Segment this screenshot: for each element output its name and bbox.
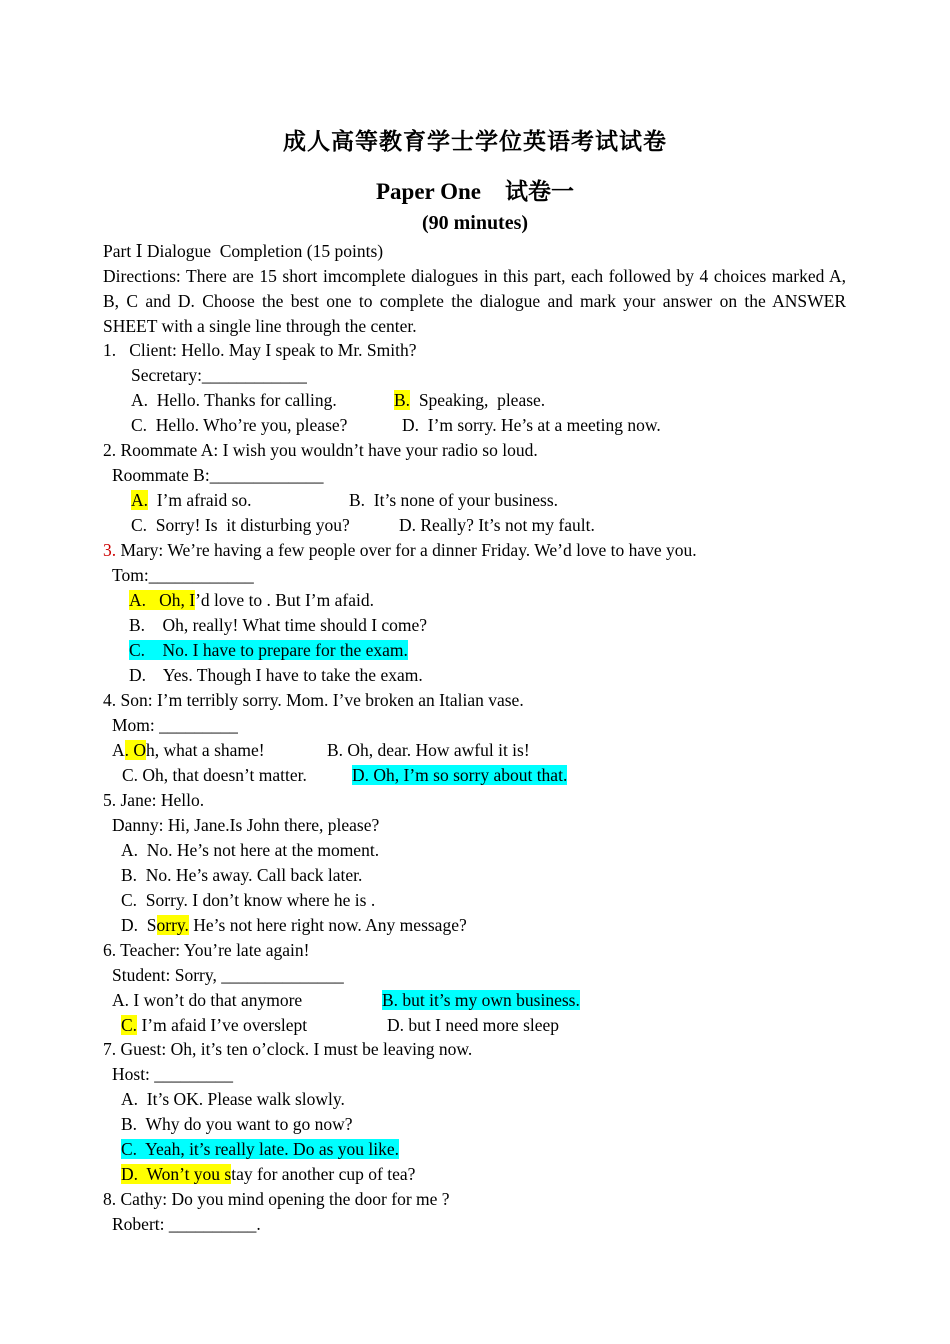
- q5-option-c: C. Sorry. I don’t know where he is .: [121, 890, 376, 910]
- q6-option-d: D. but I need more sleep: [387, 1015, 560, 1035]
- q6-option-a: A. I won’t do that anymore: [112, 990, 303, 1010]
- q2-option-a: [131, 488, 252, 512]
- q2-option-d: D. Really? It’s not my fault.: [399, 515, 595, 535]
- q7-option-b: B. Why do you want to go now?: [121, 1114, 353, 1134]
- q3-option-c-highlight: C. No. I have to prepare for the exam.: [129, 640, 408, 660]
- q2-option-a-letter: A.: [131, 490, 149, 510]
- q5-option-b: B. No. He’s away. Call back later.: [121, 865, 363, 885]
- q3-option-c: [129, 638, 408, 662]
- q1-prompt: 1. Client: Hello. May I speak to Mr. Smith?: [103, 340, 417, 360]
- q7-option-d-text: tay for another cup of tea?: [231, 1164, 416, 1184]
- q4-option-c: C. Oh, that doesn’t matter.: [122, 765, 307, 785]
- q3-prompt-text: Mary: We’re having a few people over for a dinner Friday. We’d love to have you.: [116, 540, 697, 560]
- part-heading: Part Ⅰ Dialogue Completion (15 points): [103, 241, 384, 261]
- q2-option-b: B. It’s none of your business.: [349, 490, 559, 510]
- q3-prompt: [103, 538, 697, 562]
- q8-prompt: 8. Cathy: Do you mind opening the door for me ?: [103, 1189, 450, 1209]
- q6-response: Student: Sorry, ______________: [112, 965, 344, 985]
- q7-response: Host: _________: [112, 1064, 234, 1084]
- q5-option-a: A. No. He’s not here at the moment.: [121, 840, 380, 860]
- q1-response: Secretary:____________: [131, 365, 307, 385]
- q4-option-d-highlight: D. Oh, I’m so sorry about that.: [352, 765, 568, 785]
- q7-prompt: 7. Guest: Oh, it’s ten o’clock. I must be leaving now.: [103, 1039, 473, 1059]
- q5-option-d-highlight: orry.: [156, 915, 189, 935]
- q3-option-a-highlight: A. Oh, I: [129, 590, 196, 610]
- q1-option-c: C. Hello. Who’re you, please?: [131, 415, 348, 435]
- q2-prompt: 2. Roommate A: I wish you wouldn’t have your radio so loud.: [103, 440, 538, 460]
- q6-prompt: 6. Teacher: You’re late again!: [103, 940, 310, 960]
- q4-option-a-dot: .: [124, 740, 134, 760]
- q8-response: Robert: __________.: [112, 1214, 261, 1234]
- q1-option-b: [394, 388, 545, 412]
- q4-option-d: [352, 763, 567, 787]
- q1-option-a: A. Hello. Thanks for calling.: [131, 390, 337, 410]
- q4-prompt: 4. Son: I’m terribly sorry. Mom. I’ve broken an Italian vase.: [103, 690, 524, 710]
- q1-option-b-letter: B.: [394, 390, 411, 410]
- q6-option-c: [121, 1013, 307, 1037]
- q6-option-c-letter: C.: [121, 1015, 138, 1035]
- q3-option-a-text: ’d love to . But I’m afaid.: [195, 590, 374, 610]
- q2-option-c: C. Sorry! Is it disturbing you?: [131, 515, 350, 535]
- q5-option-d: [121, 913, 467, 937]
- q3-response: Tom:____________: [112, 565, 254, 585]
- q4-option-a-letter: A: [112, 740, 125, 760]
- paper-title: [0, 173, 950, 206]
- q7-option-c-highlight: C. Yeah, it’s really late. Do as you like.: [121, 1139, 400, 1159]
- q1-option-d: D. I’m sorry. He’s at a meeting now.: [402, 415, 661, 435]
- q7-option-d-highlight: D. Won’t you s: [121, 1164, 232, 1184]
- q7-option-a: A. It’s OK. Please walk slowly.: [121, 1089, 345, 1109]
- q3-option-b: B. Oh, really! What time should I come?: [129, 615, 428, 635]
- q5-option-d-text: He’s not here right now. Any message?: [188, 915, 467, 935]
- q1-option-b-text: Speaking, please.: [410, 390, 546, 410]
- q4-option-a-text: h, what a shame!: [146, 740, 265, 760]
- part-directions: Directions: There are 15 short imcomplete dialogues in this part, each followed by 4 choices marked A, B, C and D. Choose the best one to complete the dialogue and mark your answer on the ANSWER SHEET with a single line through the center.: [103, 266, 846, 336]
- q3-option-d: D. Yes. Though I have to take the exam.: [129, 665, 423, 685]
- q6-option-c-text: I’m afaid I’ve overslept: [137, 1015, 308, 1035]
- q6-option-b-highlight: B. but it’s my own business.: [382, 990, 580, 1010]
- q2-option-a-text: I’m afraid so.: [148, 490, 252, 510]
- q7-option-c: [121, 1137, 399, 1161]
- q5-response: Danny: Hi, Jane.Is John there, please?: [112, 815, 380, 835]
- paper-title-en: Paper One: [376, 179, 481, 204]
- paper-title-cn: 试卷一: [504, 179, 574, 204]
- q5-prompt: 5. Jane: Hello.: [103, 790, 205, 810]
- exam-title: 成人高等教育学士学位英语考试试卷: [283, 129, 667, 154]
- exam-duration: (90 minutes): [421, 212, 529, 234]
- q7-option-d: [121, 1162, 415, 1186]
- q6-option-b: [382, 988, 580, 1012]
- q3-number: 3.: [103, 540, 117, 560]
- q4-option-b: B. Oh, dear. How awful it is!: [327, 740, 530, 760]
- q4-option-a-o: O: [133, 740, 147, 760]
- q4-response: Mom: _________: [112, 715, 238, 735]
- q5-option-d-start: D. S: [121, 915, 157, 935]
- q4-option-a: [112, 738, 265, 762]
- q2-response: Roommate B:_____________: [112, 465, 324, 485]
- q3-option-a: [129, 588, 374, 612]
